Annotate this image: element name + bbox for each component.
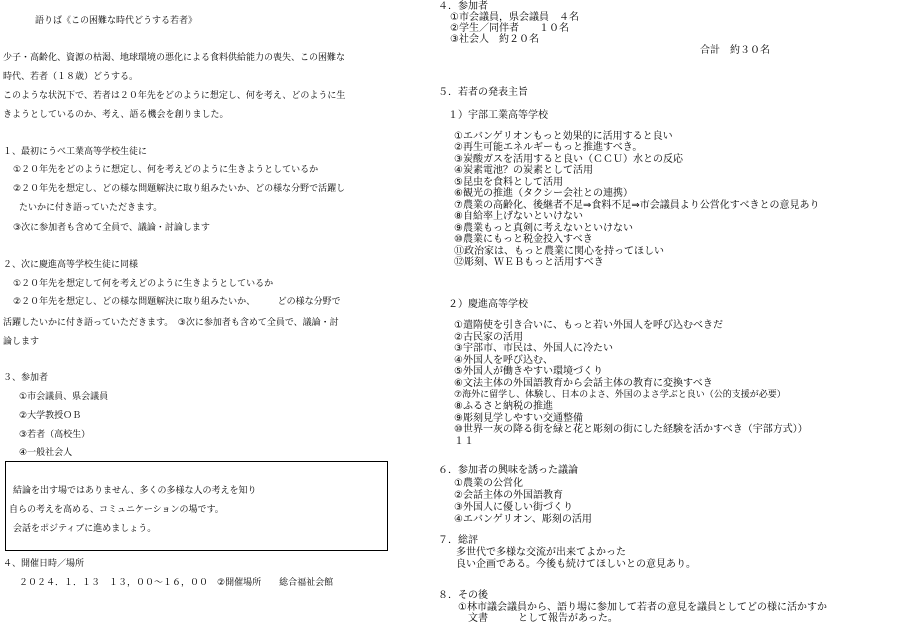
section-2-item: ①２０年先を想定して何を考えどのように生きようとしているか bbox=[13, 279, 274, 289]
opinion-item: ②再生可能エネルギーもっと推進すべき。 bbox=[454, 142, 643, 153]
r-section-4-heading: ４．参加者 bbox=[438, 1, 488, 12]
school-1-heading: １）宇部工業高等学校 bbox=[448, 110, 548, 121]
followup-line: ①林市議会議員から、語り場に参加して若者の意見を議員としてどの様に活かすか bbox=[458, 602, 827, 613]
section-1-item: ①２０年先をどのように想定し、何を考えどのように生きようとしているか bbox=[13, 165, 319, 175]
opinion-item: ⑧ふるさと納税の推進 bbox=[454, 401, 553, 412]
opinion-item: ⑤外国人が働きやすい環境づくり bbox=[454, 366, 603, 377]
opinion-item: ⑥文法主体の外国語教育から会話主体の教育に変換すべき bbox=[454, 378, 713, 389]
section-2-item: ②２０年先を想定し、どの様な問題解決に取り組みたいか、 どの様な分野で bbox=[13, 297, 341, 307]
followup-line: 文書 として報告があった。 bbox=[468, 613, 618, 624]
school-2-heading: ２）慶進高等学校 bbox=[448, 299, 528, 310]
participant-total: 合計 約３０名 bbox=[700, 45, 770, 56]
intro-line-2: 時代、若者（１８歳）どうする。 bbox=[3, 72, 139, 82]
r-section-8-heading: ８．その後 bbox=[438, 590, 488, 601]
r-participant-item: ③社会人 約２０名 bbox=[450, 34, 539, 45]
opinion-item: ⑪政治家は、もっと農業に関心を持ってほしい bbox=[454, 246, 664, 257]
intro-line-3: このような状況下で、若者は２０年先をどのように想定し、何を考え、どのように生 bbox=[3, 91, 346, 101]
participant-item: ④一般社会人 bbox=[19, 448, 73, 458]
participant-item: ③若者（高校生） bbox=[19, 430, 91, 440]
section-2-heading: ２、次に慶進高等学校生徒に同様 bbox=[3, 260, 139, 270]
r-section-5-heading: ５．若者の発表主旨 bbox=[438, 87, 528, 98]
note-line: 会話をポジティブに進めましょう。 bbox=[13, 524, 157, 534]
opinion-item: ⑨彫刻見学しやすい交通整備 bbox=[454, 413, 583, 424]
opinion-item: ②古民家の活用 bbox=[454, 332, 523, 343]
review-line: 良い企画である。今後も続けてほしいとの意見あり。 bbox=[456, 559, 696, 570]
section-4-heading: ４、開催日時／場所 bbox=[3, 559, 85, 569]
section-1-item: ③次に参加者も含めて全員で、議論・討論します bbox=[13, 223, 210, 233]
opinion-item: ⑥観光の推進（タクシー会社との連携） bbox=[454, 188, 633, 199]
opinion-item: ⑨農業もっと真剣に考えないといけない bbox=[454, 223, 633, 234]
opinion-item: ③宇部市、市民は、外国人に冷たい bbox=[454, 343, 613, 354]
opinion-item: ④外国人を呼び込む、 bbox=[454, 355, 553, 366]
r-participant-item: ①市会議員，県会議員 ４名 bbox=[450, 12, 579, 23]
opinion-item: ⑩世界一灰の降る街を緑と花と彫刻の街にした経験を活かすべき（宇部方式）） bbox=[454, 424, 808, 435]
discussion-item: ③外国人に優しい街づくり bbox=[454, 502, 573, 513]
review-line: 多世代で多様な交流が出来てよかった bbox=[456, 547, 626, 558]
opinion-item: ⑧自給率上げないといけない bbox=[454, 211, 583, 222]
section-1-item: ②２０年先を想定し、どの様な問題解決に取り組みたいか、どの様な分野で活躍し bbox=[13, 184, 346, 194]
opinion-item: ⑤昆虫を食料として活用 bbox=[454, 177, 563, 188]
section-1-heading: １、最初にうべ工業高等学校生徒に bbox=[3, 147, 148, 157]
opinion-item: ①遣隋使を引き合いに、もっと若い外国人を呼び込むべきだ bbox=[454, 320, 723, 331]
discussion-item: ②会話主体の外国語教育 bbox=[454, 490, 563, 501]
opinion-item: ⑫彫刻、ＷＥＢもっと活用すべき bbox=[454, 257, 604, 268]
opinion-item: ⑦農業の高齢化、後継者不足⇒食料不足⇒市会議員より公営化すべきとの意見あり bbox=[454, 200, 820, 211]
intro-line-4: きようとしているのか、考え、語る機会を創りました。 bbox=[3, 110, 229, 120]
opinion-item: ④炭素電池？の炭素として活用 bbox=[454, 165, 593, 176]
discussion-item: ④エバンゲリオン、彫刻の活用 bbox=[454, 514, 592, 525]
document-title: 語りば《この困難な時代どうする若者》 bbox=[35, 16, 198, 26]
opinion-item: ⑩農業にもっと税金投入すべき bbox=[454, 234, 593, 245]
opinion-item: １１ bbox=[454, 436, 474, 447]
event-datetime-place: ２０２４．１．１３ １３，００～１６，００ ②開催場所 総合福祉会館 bbox=[19, 578, 334, 588]
note-line: 自らの考えを高める、コミュニケーションの場です。 bbox=[9, 505, 224, 515]
section-2-item: 論します bbox=[3, 337, 40, 347]
r-participant-item: ②学生／同伴者 １０名 bbox=[450, 23, 569, 34]
note-line: 結論を出す場ではありません、多くの多様な人の考えを知り bbox=[13, 486, 257, 496]
participant-item: ②大学教授ＯＢ bbox=[19, 411, 82, 421]
r-section-7-heading: ７．総評 bbox=[438, 535, 478, 546]
intro-line-1: 少子・高齢化、資源の枯渇、地球環境の悪化による食料供給能力の喪失、この困難な bbox=[3, 53, 346, 63]
section-2-item: 活躍したいかに付き語っていただきます。 ③次に参加者も含めて全員で、議論・討 bbox=[3, 318, 339, 328]
opinion-item: ③炭酸ガスを活用すると良い（ＣＣＵ）水との反応 bbox=[454, 154, 683, 165]
opinion-item: ①エバンゲリオンもっと効果的に活用すると良い bbox=[454, 131, 673, 142]
participant-item: ①市会議員、県会議員 bbox=[19, 392, 109, 402]
section-1-item: たいかに付き語っていただきます。 bbox=[19, 203, 163, 213]
section-3-heading: ３、参加者 bbox=[3, 373, 49, 383]
opinion-item: ⑦海外に留学し、体験し、日本のよさ、外国のよさ学ぶと良い（公的支援が必要） bbox=[454, 390, 786, 400]
r-section-6-heading: ６．参加者の興味を誘った議論 bbox=[438, 465, 578, 476]
discussion-item: ①農業の公営化 bbox=[454, 478, 523, 489]
